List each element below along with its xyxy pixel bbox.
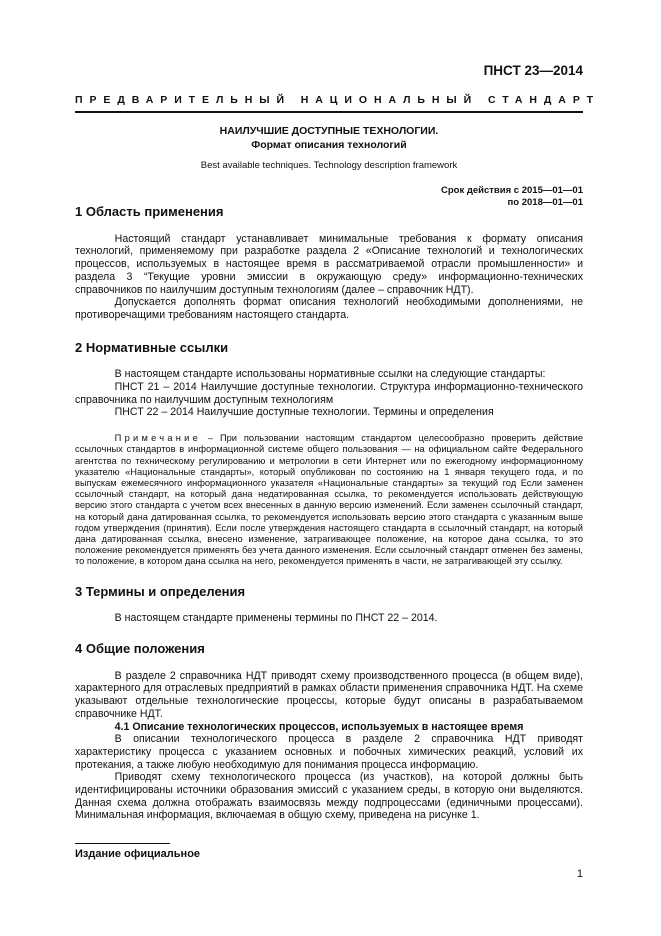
footer-rule <box>75 843 170 844</box>
title-line-1: НАИЛУЧШИЕ ДОСТУПНЫЕ ТЕХНОЛОГИИ. <box>219 125 439 137</box>
section-heading: 1 Область применения <box>75 204 224 219</box>
reference-item: ПНСТ 21 – 2014 Наилучшие доступные технологии. Структура информационно-технического справочника по наилучшим доступным технологиям <box>75 381 583 406</box>
document-code: ПНСТ 23—2014 <box>483 63 583 78</box>
official-edition-label: Издание официальное <box>75 848 201 860</box>
paragraph: В разделе 2 справочника НДТ приводят схему производственного процесса (в общем виде), характерного для отраслевых предприятий в рамках области применения справочника НДТ. На схеме указывают отдельные технологические процессы, которые будут описаны в разрабатываемом справочнике НДТ. <box>75 669 583 720</box>
note <box>75 433 583 567</box>
section-heading: 2 Нормативные ссылки <box>75 339 229 355</box>
note-label: Примечание <box>114 433 202 444</box>
validity-to: по 2018—01—01 <box>507 197 583 208</box>
paragraph: Допускается дополнять формат описания технологий необходимыми дополнениями, не противоречащими требованиям настоящего стандарта. <box>75 296 583 321</box>
note-text: – При пользовании настоящим стандартом целесообразно проверить действие ссылочных стандартов в информационной системе общего пользования — на официальном сайте Федерального агентства по техническому регулированию и метрологии в сети Интернет или по ежегодному информационному указателю «Национальные стандарты», который опубликован по состоянию на 1 января текущего года, и по выпускам ежемесячного информационного указателя «Национальные стандарты» за текущий год Если заменен ссылочный стандарт, на который дана недатированная ссылка, то рекомендуется использовать действующую версию этого стандарта с учетом всех внесенных в данную версию изменений. Если заменен ссылочный стандарт, на который дана датированная ссылка, то рекомендуется использовать версию этого стандарта с указанным выше годом утверждения (принятия). Если после утверждения настоящего стандарта в ссылочный стандарт, на который дана датированная ссылка, внесено изменение, затрагивающее положение, на которое дана ссылка, то это положение рекомендуется применять без учета данного изменения. Если ссылочный стандарт отменен без замены, то положение, в котором дана ссылка на него, рекомендуется применять в части, не затрагивающей эту ссылку. <box>75 433 583 567</box>
standard-type-heading: ПРЕДВАРИТЕЛЬНЫЙ НАЦИОНАЛЬНЫЙ СТАНДАРТ <box>75 94 600 106</box>
paragraph: Приводят схему технологического процесса (из участков), на которой должны быть идентифицированы источники образования эмиссий с указанием среды, в которую они выделяются. Данная схема должна отображать взаимосвязь между подпроцессами (единичными процессами). Минимальная информация, включаемая в общую схему, приведена на рисунке 1. <box>75 771 583 822</box>
english-title: Best available techniques. Technology description framework <box>200 160 458 171</box>
validity-from: Срок действия с 2015—01—01 <box>440 185 583 196</box>
paragraph: В настоящем стандарте использованы нормативные ссылки на следующие стандарты: <box>114 368 546 381</box>
document-title <box>75 124 583 152</box>
section-heading: 4 Общие положения <box>75 640 205 656</box>
paragraph: В настоящем стандарте применены термины по ПНСТ 22 – 2014. <box>114 612 438 625</box>
section-scope <box>75 206 583 322</box>
subsection-heading: 4.1 Описание технологических процессов, используемых в настоящее время <box>114 720 524 733</box>
section-general <box>75 640 583 822</box>
paragraph: В описании технологического процесса в разделе 2 справочника НДТ приводят характеристику процесса с указанием основных и побочных химических реакций, условий их протекания, а также любую необходимую для понимания процесса информацию. <box>75 733 583 771</box>
header-rule <box>75 111 583 113</box>
title-line-2: Формат описания технологий <box>251 139 407 151</box>
section-normative-references <box>75 339 583 568</box>
page-number: 1 <box>576 868 583 880</box>
section-heading: 3 Термины и определения <box>75 583 246 599</box>
section-terms <box>75 583 583 625</box>
reference-item: ПНСТ 22 – 2014 Наилучшие доступные технологии. Термины и определения <box>114 406 494 419</box>
document-body <box>75 206 583 822</box>
paragraph: Настоящий стандарт устанавливает минимальные требования к формату описания технологий, применяемому при разработке раздела 2 «Описание технологий и технологических процессов, используемых в настоящее время в рассматриваемой отрасли промышленности» и раздела 3 “Текущие уровни эмиссии в окружающую среду» информационно-технических справочников по наилучшим доступным технологиям (далее – справочник НДТ). <box>75 232 583 296</box>
